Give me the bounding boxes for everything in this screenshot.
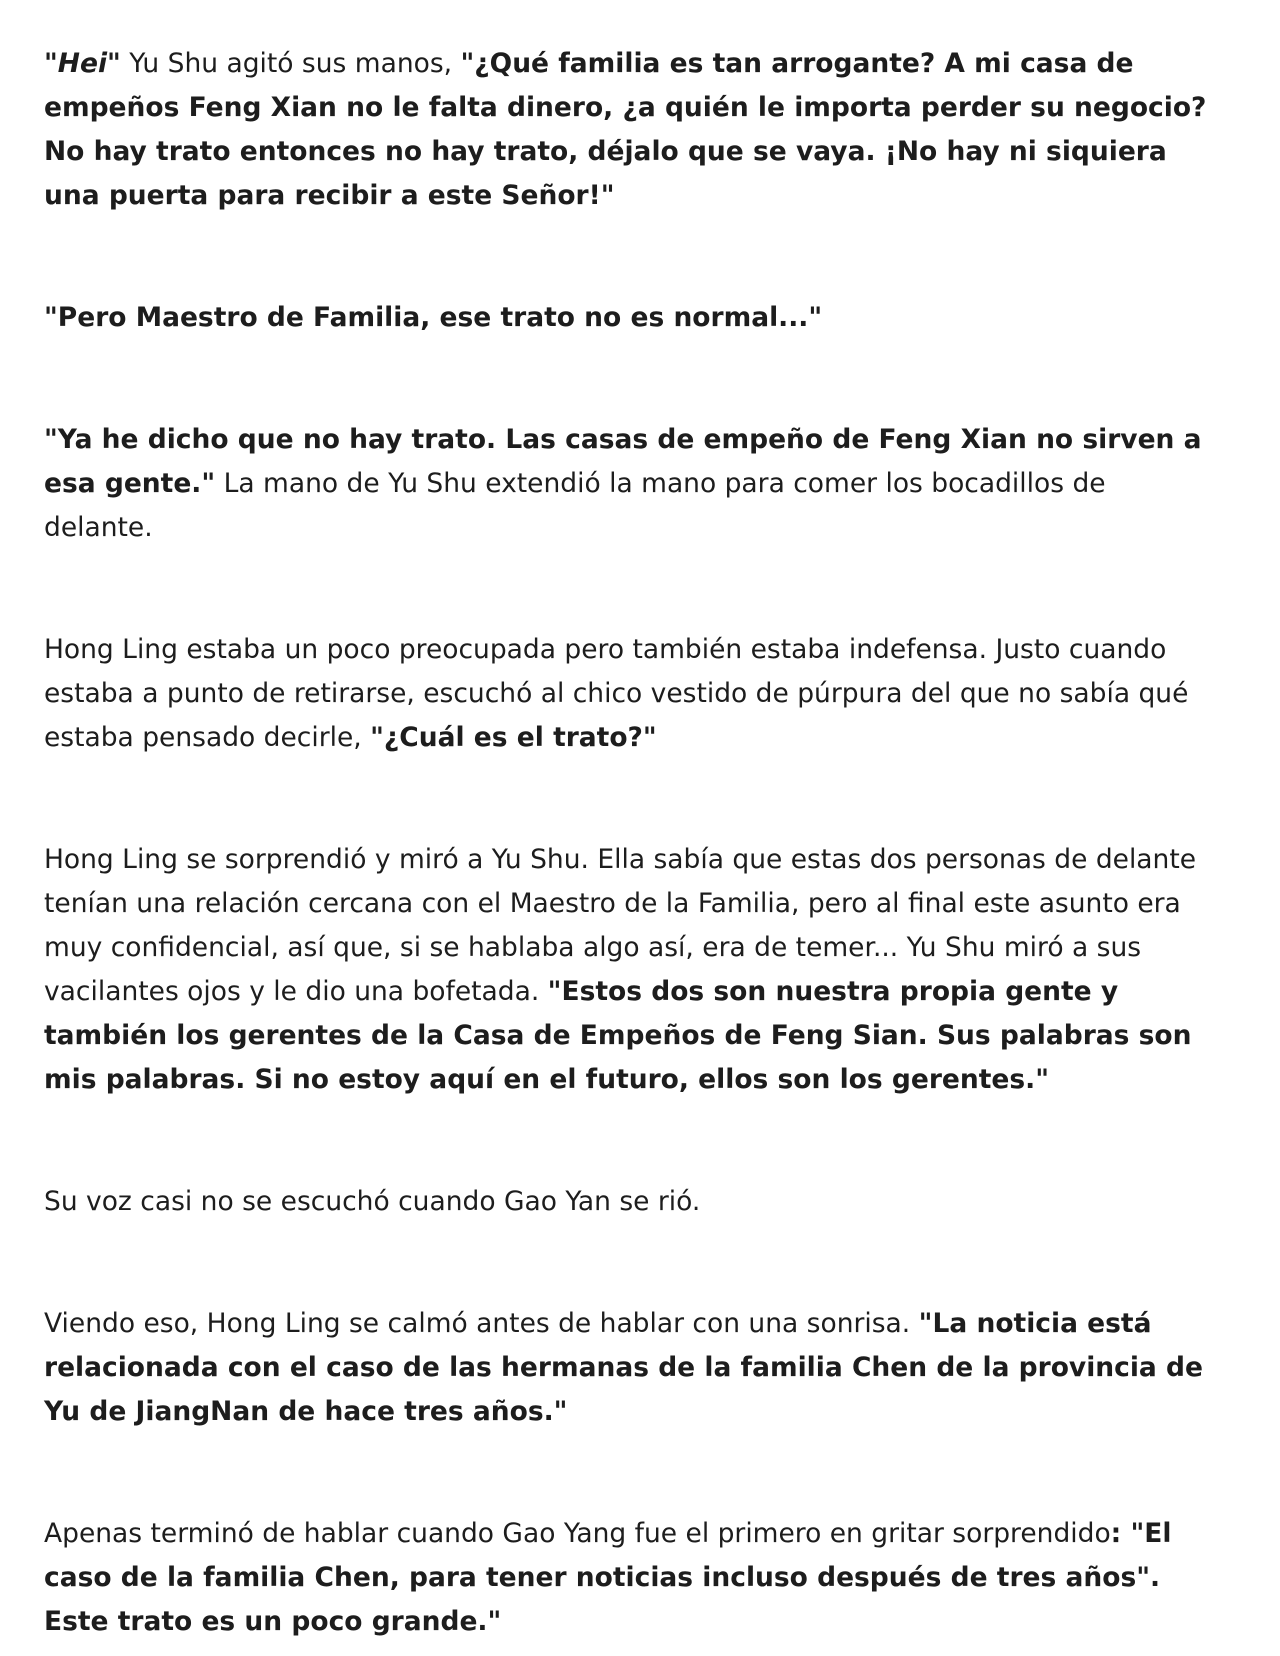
paragraph-3 xyxy=(44,418,1210,550)
paragraph-8-narration: Apenas terminó de hablar cuando Gao Yang fue el primero en gritar sorprendido xyxy=(44,1518,1111,1549)
paragraph-3-dialogue: "Ya he dicho que no hay trato. Las casas de empeño de Feng Xian no sirven a esa gente." xyxy=(44,424,1202,499)
paragraph-6-narration: Su voz casi no se escuchó cuando Gao Yan se rió. xyxy=(44,1186,701,1217)
paragraph-8-dialogue: : "El caso de la familia Chen, para tener noticias incluso después de tres años". Este trato es un poco grande." xyxy=(44,1518,1172,1637)
paragraph-5-narration: Hong Ling se sorprendió y miró a Yu Shu. Ella sabía que estas dos personas de delante tenían una relación cercana con el Maestro de la Familia, pero al final este asunto era muy confidencial, así que, si se hablaba algo así, era de temer... Yu Shu miró a sus vacilantes ojos y le dio una bofetada. xyxy=(44,844,1197,1007)
paragraph-7 xyxy=(44,1302,1210,1434)
paragraph-7-dialogue: "La noticia está relacionada con el caso de las hermanas de la familia Chen de la provincia de Yu de JiangNan de hace tres años." xyxy=(44,1308,1203,1427)
paragraph-1 xyxy=(44,42,1210,218)
paragraph-1-dialogue: "¿Qué familia es tan arrogante? A mi casa de empeños Feng Xian no le falta dinero, ¿a quién le importa perder su negocio? No hay trato entonces no hay trato, déjalo que se vaya. ¡No hay ni siquiera una puerta para recibir a este Señor!" xyxy=(44,48,1207,211)
paragraph-4-narration: Hong Ling estaba un poco preocupada pero también estaba indefensa. Justo cuando estaba a punto de retirarse, escuchó al chico vestido de púrpura del que no sabía qué estaba pensado decirle, xyxy=(44,634,1189,753)
paragraph-2-dialogue: "Pero Maestro de Familia, ese trato no es normal..." xyxy=(44,302,823,333)
paragraph-6 xyxy=(44,1180,1210,1224)
paragraph-7-narration: Viendo eso, Hong Ling se calmó antes de hablar con una sonrisa. xyxy=(44,1308,919,1339)
paragraph-1-narration: Yu Shu agitó sus manos, xyxy=(120,48,461,79)
paragraph-2 xyxy=(44,296,1210,340)
paragraph-4 xyxy=(44,628,1210,760)
paragraph-5 xyxy=(44,838,1210,1102)
paragraph-4-dialogue: "¿Cuál es el trato?" xyxy=(370,722,657,753)
paragraph-3-narration: La mano de Yu Shu extendió la mano para comer los bocadillos de delante. xyxy=(44,468,1106,543)
paragraph-5-dialogue: "Estos dos son nuestra propia gente y también los gerentes de la Casa de Empeños de Feng Sian. Sus palabras son mis palabras. Si no estoy aquí en el futuro, ellos son los gerentes." xyxy=(44,976,1192,1095)
paragraph-1-exclamation: "Hei" xyxy=(44,48,121,79)
paragraph-8 xyxy=(44,1512,1210,1644)
